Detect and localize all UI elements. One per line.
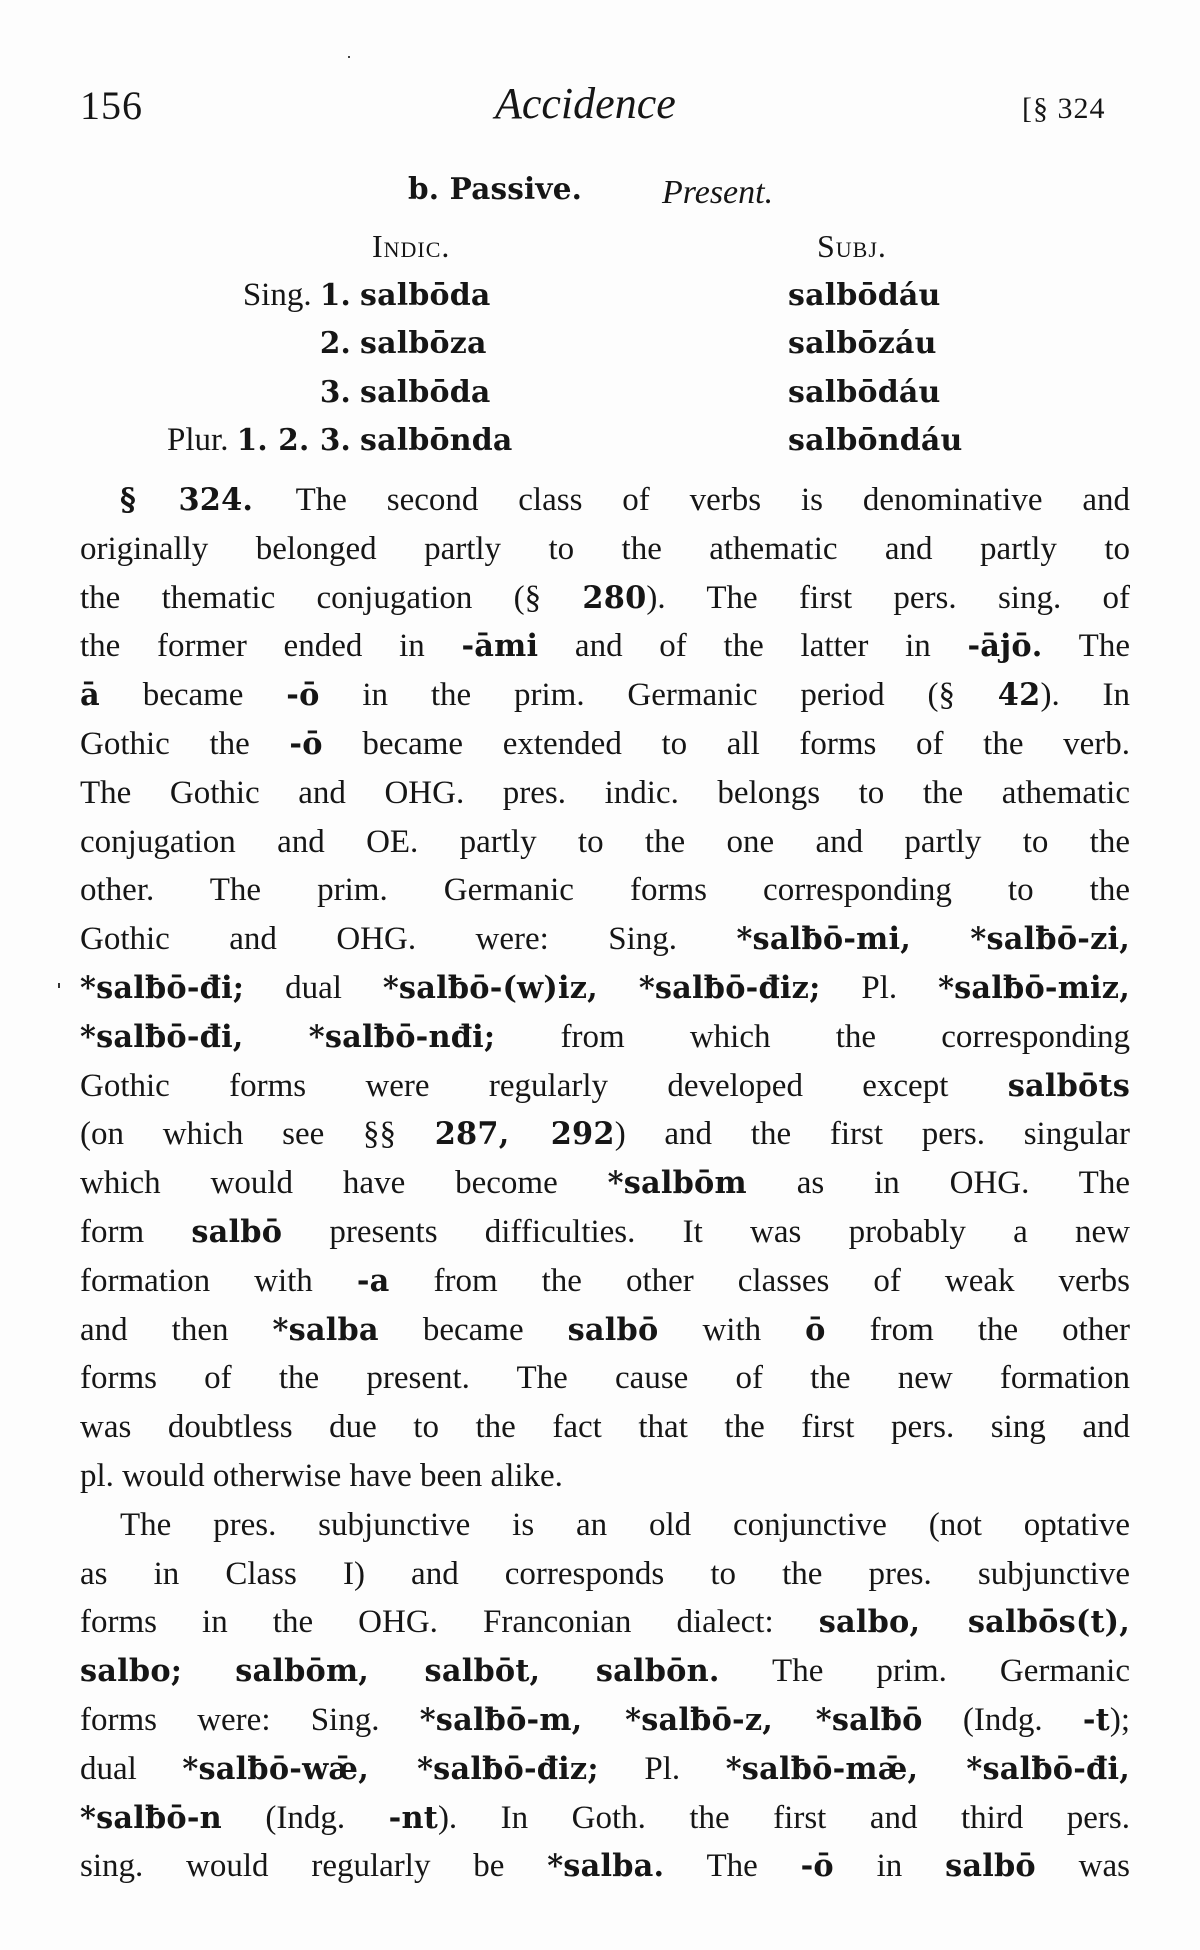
paradigm-heading-voice: b. Passive. <box>408 171 583 206</box>
bold-form: salbō <box>191 1214 283 1250</box>
person-label: 1. <box>319 277 351 312</box>
text-run <box>244 1019 309 1055</box>
text-line <box>80 771 1130 815</box>
text-run: (on which see §§ <box>80 1116 435 1153</box>
text-run: The prim. Germanic <box>719 1653 1131 1690</box>
text-line <box>80 966 1130 1010</box>
bold-form: salbo, salbōs(t), <box>818 1604 1131 1641</box>
text-line <box>80 1161 1130 1205</box>
text-run: became <box>99 677 287 714</box>
bold-form: ā <box>80 677 100 714</box>
subjunctive-form: salbōzáu <box>788 326 937 361</box>
indicative-form: salbōza <box>360 326 487 361</box>
text-line <box>120 478 1130 522</box>
text-line <box>80 1649 1130 1693</box>
bold-form: *salƀō-n <box>80 1799 222 1836</box>
column-header-subjunctive: Subj. <box>817 228 887 264</box>
bold-form: *salƀō-(w)iz, <box>382 970 598 1006</box>
text-run: sing. would regularly be <box>80 1848 548 1885</box>
text-run <box>182 1653 235 1689</box>
text-run: ). The first pers. sing. of <box>646 579 1130 616</box>
text-run: Gothic forms were regularly developed except <box>80 1067 1008 1104</box>
bold-form: -ō <box>289 726 323 762</box>
text-run: form <box>80 1214 192 1250</box>
text-run: ). In Goth. the first and third pers. <box>437 1799 1130 1836</box>
text-run: pl. would otherwise have been alike. <box>80 1458 563 1494</box>
text-run: in <box>833 1848 946 1885</box>
text-line <box>80 1796 1130 1840</box>
number-label: Sing. <box>242 277 320 313</box>
text-run: as in Class I) and corresponds to the pres. subjunctive <box>80 1555 1130 1592</box>
bold-form: *salba. <box>547 1848 665 1885</box>
bold-form: *salƀō-đi, <box>80 1018 244 1055</box>
bold-form: *salƀō-wǣ, *salƀō-điz; <box>182 1750 599 1787</box>
text-line <box>80 673 1130 717</box>
text-run: became <box>378 1311 568 1348</box>
text-run: The <box>664 1848 801 1885</box>
print-speck <box>348 56 350 58</box>
text-line <box>80 1405 1130 1449</box>
text-line <box>80 1112 1130 1156</box>
subjunctive-form: salbōdáu <box>788 278 941 313</box>
text-run: from the other classes of weak verbs <box>389 1262 1130 1299</box>
bold-form: *salƀō-mi, <box>736 921 911 958</box>
indicative-form: salbōda <box>360 375 491 410</box>
text-run: originally belonged partly to the athematic and partly to <box>80 530 1130 567</box>
bold-form: *salbōm <box>607 1165 747 1202</box>
text-line <box>80 1552 1130 1596</box>
text-line <box>80 1259 1130 1303</box>
text-line <box>80 1454 1130 1498</box>
text-run: (Indg. <box>922 1702 1083 1738</box>
text-line <box>80 1308 1130 1352</box>
bold-form: *salba <box>272 1311 379 1348</box>
text-line <box>80 527 1130 571</box>
paradigm-row-label <box>167 421 351 459</box>
column-header-indicative: Indic. <box>372 228 451 264</box>
text-run: became extended to all forms of the verb. <box>322 726 1130 762</box>
bold-form: -ō <box>800 1848 834 1885</box>
text-run: forms were: Sing. <box>80 1702 420 1738</box>
text-run: as in OHG. The <box>746 1165 1130 1202</box>
text-run: The Gothic and OHG. pres. indic. belongs to the athematic <box>80 774 1130 811</box>
text-run: The second class of verbs is denominative and <box>295 482 1130 518</box>
text-line <box>80 1064 1130 1108</box>
text-run: Gothic the <box>80 726 290 762</box>
text-line <box>80 1356 1130 1400</box>
text-run: with <box>658 1311 806 1348</box>
text-run: from which the corresponding <box>495 1018 1130 1055</box>
bold-form: -a <box>356 1262 390 1299</box>
text-run: conjugation and OE. partly to the one and partly to the <box>80 823 1130 860</box>
text-line <box>80 576 1130 620</box>
bold-form: 287, 292 <box>434 1116 615 1153</box>
text-run: and of the latter in <box>538 628 968 665</box>
text-run: was doubtless due to the fact that the first pers. sing and <box>80 1409 1130 1446</box>
text-line <box>80 1747 1130 1791</box>
text-run: the thematic conjugation (§ <box>80 579 583 616</box>
indicative-form: salbōda <box>360 278 491 313</box>
bold-form: -ājō. <box>967 628 1043 665</box>
indicative-form: salbōnda <box>360 423 513 458</box>
bold-form: *salƀō-đi; <box>80 970 245 1006</box>
bold-form: -ō <box>286 677 320 714</box>
bold-form: salbo; <box>80 1653 183 1690</box>
paradigm-row-label <box>243 276 351 314</box>
text-line <box>80 868 1130 912</box>
text-run: Pl. <box>820 970 939 1006</box>
text-run: dual <box>244 970 383 1006</box>
text-line <box>80 1600 1130 1644</box>
text-run: forms of the present. The cause of the new formation <box>80 1360 1130 1397</box>
bold-form: ō <box>805 1311 826 1348</box>
text-run <box>911 921 970 957</box>
text-run: ); <box>1109 1702 1131 1738</box>
text-line <box>80 1844 1130 1888</box>
text-run: was <box>1035 1848 1130 1885</box>
paradigm-row-label <box>320 373 351 411</box>
text-run: Pl. <box>598 1750 726 1787</box>
text-run: Gothic and OHG. were: Sing. <box>80 921 737 958</box>
text-run: formation with <box>80 1262 357 1299</box>
text-run: ) and the first pers. singular <box>614 1116 1131 1153</box>
section-reference: [§ 324 <box>1022 92 1106 125</box>
bold-form: -t <box>1082 1702 1110 1738</box>
bold-form: *salƀō-zi, <box>970 921 1131 958</box>
text-line <box>80 1015 1130 1059</box>
text-line <box>80 917 1130 961</box>
bold-form: 42 <box>997 677 1041 714</box>
text-run <box>598 970 639 1006</box>
bold-form: salbōm, salbōt, salbōn. <box>235 1653 720 1690</box>
text-run: from the other <box>825 1311 1130 1348</box>
margin-mark <box>58 983 60 988</box>
subjunctive-form: salbōdáu <box>788 375 941 410</box>
running-title: Accidence <box>495 79 676 128</box>
bold-form: -nt <box>388 1799 438 1836</box>
text-line <box>80 624 1130 668</box>
paradigm-heading-tense: Present. <box>662 174 774 211</box>
bold-form: -āmi <box>461 628 539 665</box>
bold-form: salbōts <box>1007 1067 1130 1104</box>
text-run: in the prim. Germanic period (§ <box>319 677 998 714</box>
text-run: other. The prim. Germanic forms corresponding to the <box>80 872 1130 909</box>
subjunctive-form: salbōndáu <box>788 423 963 458</box>
page-number: 156 <box>80 83 143 128</box>
text-run: ). In <box>1040 677 1131 714</box>
text-run: and then <box>80 1311 273 1348</box>
text-run: which would have become <box>80 1165 608 1202</box>
bold-form: *salƀō-miz, <box>938 970 1130 1006</box>
text-run: forms in the OHG. Franconian dialect: <box>80 1604 819 1641</box>
text-line <box>80 820 1130 864</box>
paradigm-row-label <box>320 324 351 362</box>
section-label: § 324. <box>120 482 296 518</box>
bold-form: salbō <box>567 1311 659 1348</box>
text-line <box>80 1210 1130 1254</box>
bold-form: *salƀō-mǣ, *salƀō-đi, <box>725 1750 1130 1787</box>
bold-form: *salƀō-m, *salƀō-z, *salƀō <box>419 1702 923 1738</box>
text-line <box>120 1503 1130 1547</box>
bold-form: *salƀō-nđi; <box>308 1018 496 1055</box>
bold-form: salbō <box>945 1848 1036 1885</box>
text-run: presents difficulties. It was probably a new <box>282 1214 1130 1250</box>
person-label: 3. <box>319 374 351 409</box>
text-line <box>80 722 1130 766</box>
text-run: (Indg. <box>221 1799 389 1836</box>
text-run: dual <box>80 1750 183 1787</box>
text-run: The <box>1042 628 1130 665</box>
person-label: 1. 2. 3. <box>236 422 351 457</box>
person-label: 2. <box>319 325 351 360</box>
bold-form: 280 <box>582 579 647 616</box>
text-line <box>80 1698 1130 1742</box>
bold-form: *salƀō-điz; <box>638 970 821 1006</box>
number-label: Plur. <box>167 422 237 458</box>
paradigm-heading <box>408 170 582 207</box>
text-run: The pres. subjunctive is an old conjunctive (not optative <box>120 1506 1130 1543</box>
text-run: the former ended in <box>80 628 462 665</box>
